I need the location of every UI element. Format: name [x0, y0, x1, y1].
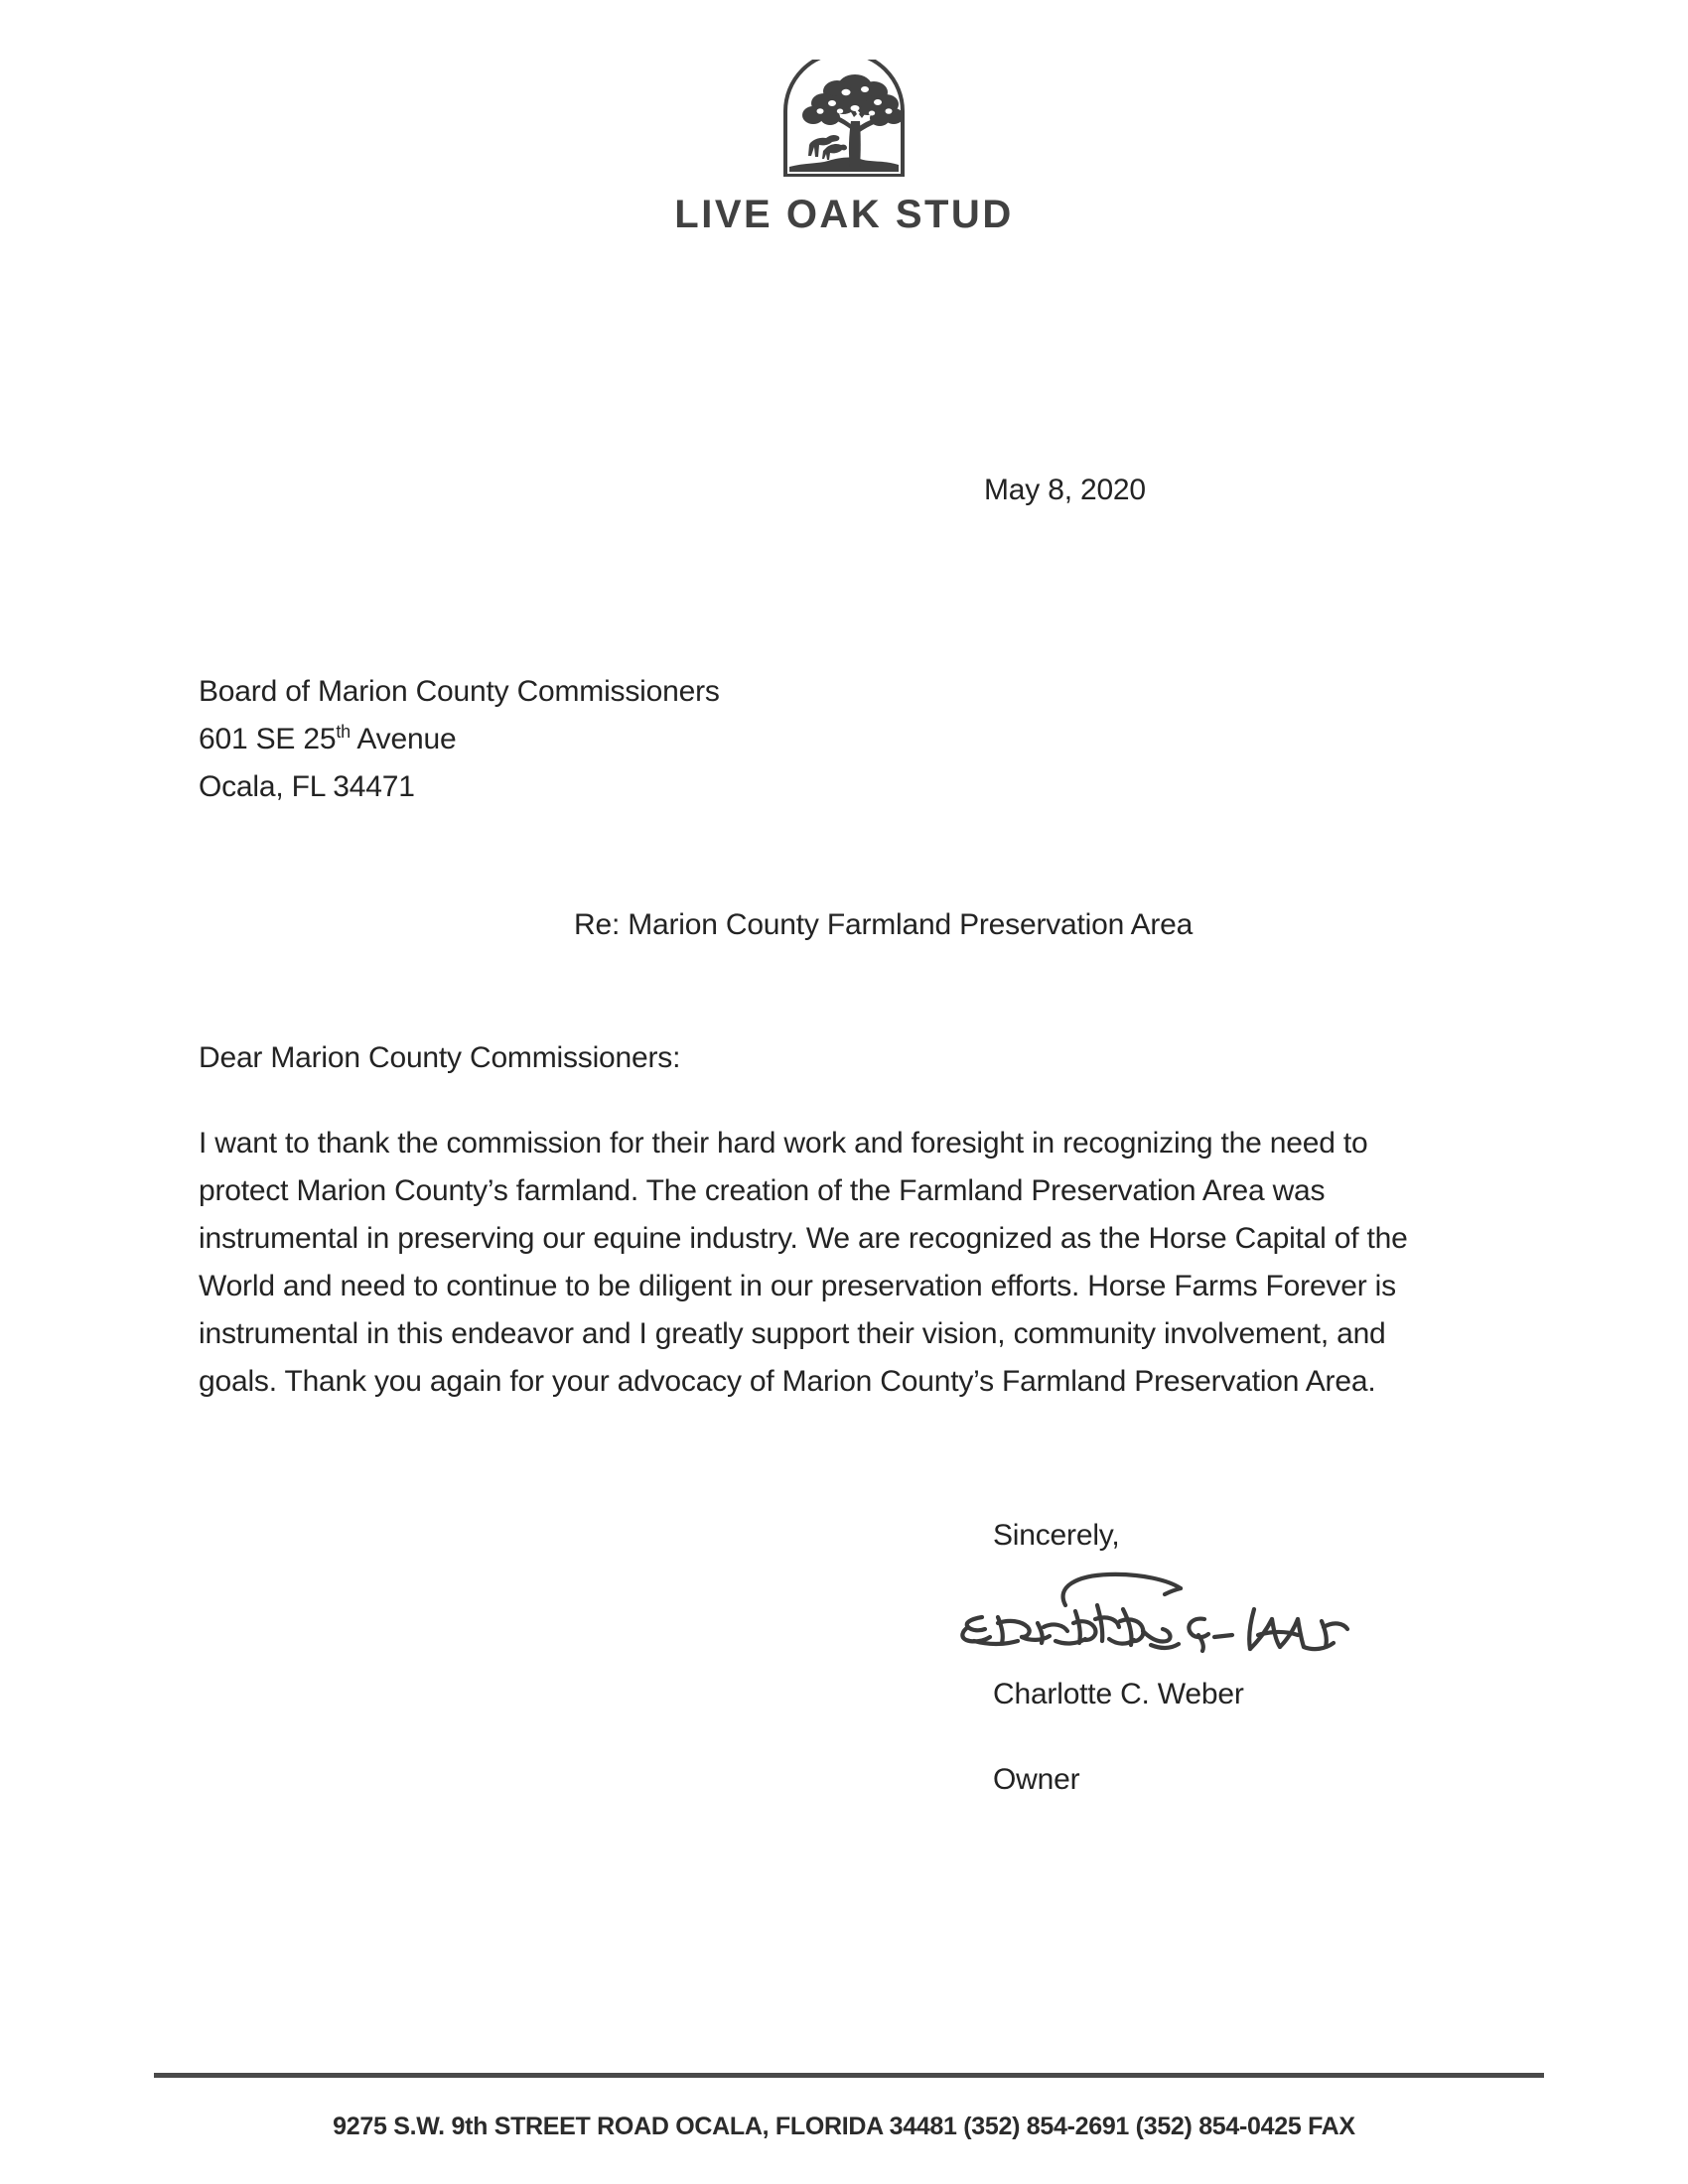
- subject-line: Re: Marion County Farmland Preservation Area: [574, 908, 1194, 941]
- recipient-line-1: Board of Marion County Commissioners: [199, 675, 720, 708]
- ordinal-suffix: th: [336, 722, 351, 742]
- closing-salutation: Sincerely,: [993, 1519, 1120, 1552]
- live-oak-tree-with-horses-icon: [780, 60, 908, 177]
- signer-title: Owner: [993, 1763, 1080, 1796]
- recipient-street-number: 601 SE 25: [199, 723, 337, 755]
- signature-block: [993, 1512, 1589, 1804]
- letter-date: May 8, 2020: [984, 474, 1146, 506]
- body-paragraph: I want to thank the commission for their hard work and foresight in recognizing the need to protect Marion County’s farmland. The creation of the Farmland Preservation Area was instrumental in preserving our equine industry. We are recognized as the Horse Capital of the World and need to continue to be diligent in our preservation efforts. Horse Farms Forever is instrumental in this endeavor and I greatly support their vision, community involvement, and goals. Thank you again for your advocacy of Marion County’s Farmland Preservation Area.: [199, 1127, 1408, 1398]
- recipient-address-block: [199, 668, 720, 811]
- footer-divider: [154, 2073, 1544, 2078]
- letterhead: [0, 60, 1688, 234]
- brand-wordmark: LIVE OAK STUD: [674, 193, 1014, 236]
- recipient-line-2: [199, 716, 720, 763]
- recipient-street-name: Avenue: [350, 723, 457, 755]
- footer-contact-info: 9275 S.W. 9th STREET ROAD OCALA, FLORIDA 34481 (352) 854-2691 (352) 854-0425 FAX: [333, 2113, 1355, 2140]
- handwritten-signature-icon: [938, 1562, 1355, 1667]
- signer-name: Charlotte C. Weber: [993, 1678, 1244, 1710]
- recipient-line-3: Ocala, FL 34471: [199, 770, 415, 803]
- salutation: Dear Marion County Commissioners:: [199, 1041, 681, 1074]
